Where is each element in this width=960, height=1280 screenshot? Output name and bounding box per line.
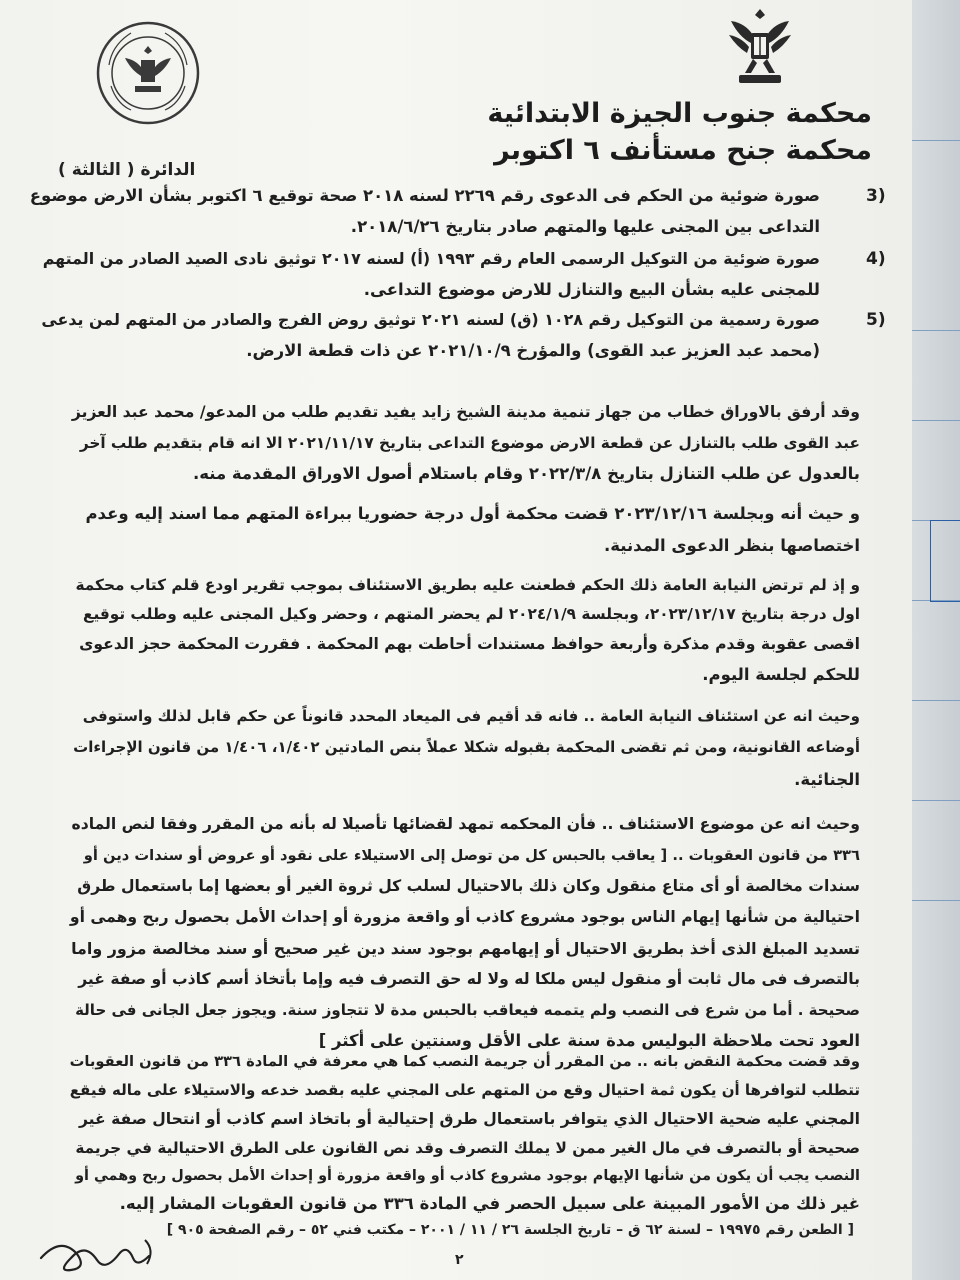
paragraph-line: اختصاصها بنظر الدعوى المدنية. — [603, 536, 860, 555]
circuit-label: الدائرة ( الثالثة ) — [58, 160, 196, 180]
paragraph-line: العود تحت ملاحظة البوليس مدة سنة على الأقل وسنتين على أكثر ] — [318, 1031, 860, 1050]
paragraph-line: صحيحة أو بالتصرف في مال الغير ممن لا يملك التصرف وقد نص القانون على الطرق الاحتيالية في جريمة — [75, 1139, 860, 1157]
item-number: 5) — [866, 310, 886, 330]
item-line: (محمد عبد العزيز عبد القوى) والمؤرخ ٢٠٢١/١٠/٩ عن ذات قطعة الارض. — [246, 341, 820, 360]
eagle-emblem-icon — [725, 5, 795, 90]
item-line: صورة ضوئية من الحكم فى الدعوى رقم ٢٢٦٩ لسنه ٢٠١٨ صحة توقيع ٦ اكتوبر بشأن الارض موضوع — [29, 186, 820, 205]
handwritten-signature — [35, 1228, 205, 1278]
item-number: 3) — [866, 186, 886, 206]
citation-footer: [ الطعن رقم ١٩٩٧٥ – لسنة ٦٢ ق – تاريخ الجلسة ٢٦ / ١١ / ٢٠٠١ – مكتب فني ٥٢ – رقم الصفحة ٩٠٥ ] — [166, 1222, 854, 1238]
page-number: ٢ — [455, 1252, 464, 1268]
paragraph-line: أوضاعه القانونية، ومن ثم تقضى المحكمة بقبوله شكلا عملاً بنص المادتين ١/٤٠٢، ١/٤٠٦ من قانون الإجراءات — [73, 738, 860, 756]
paragraph-line: وحيث انه عن استئناف النيابة العامة .. فانه قد أقيم فى الميعاد المحدد قانوناً عن حكم قابل لذلك واستوفى — [82, 707, 860, 725]
paragraph-line: الجنائية. — [794, 770, 860, 789]
paragraph-line: للحكم لجلسة اليوم. — [702, 665, 860, 684]
item-line: للمجنى عليه بشأن البيع والتنازل للارض موضوع التداعى. — [363, 280, 820, 299]
paragraph-line: وحيث انه عن موضوع الاستئناف .. فأن المحكمه تمهد لقضائها تأصيلا له بأنه من المقرر وفقا لنص الماده — [71, 815, 860, 833]
paragraph-line: ٣٣٦ من قانون العقوبات .. [ يعاقب بالحبس كل من توصل إلى الاستيلاء على نقود أو عروض أو سندات دين أو — [83, 847, 860, 864]
paragraph-line: بالعدول عن طلب التنازل بتاريخ ٢٠٢٢/٣/٨ وقام باستلام أصول الاوراق المقدمة منه. — [192, 464, 860, 483]
background-notebook — [912, 0, 960, 1280]
paragraph-line: وقد أرفق بالاوراق خطاب من جهاز تنمية مدينة الشيخ زايد يفيد تقديم طلب من المدعو/ محمد عبد العزيز — [71, 403, 860, 421]
item-line: التداعى بين المجنى عليها والمتهم صادر بتاريخ ٢٠١٨/٦/٢٦. — [350, 217, 820, 236]
paragraph-line: اول درجة بتاريخ ٢٠٢٣/١٢/١٧، وبجلسة ٢٠٢٤/١/٩ لم يحضر المتهم ، وحضر وكيل المجنى عليه وطلب توقيع — [83, 605, 860, 623]
paragraph-line: احتيالية من شأنها إيهام الناس بوجود مشروع كاذب أو واقعة مزورة أو إحداث الأمل بحصول ربح وهمى أو — [69, 908, 860, 926]
item-line: صورة رسمية من التوكيل رقم ١٠٢٨ (ق) لسنه ٢٠٢١ توثيق روض الفرج والصادر من المتهم لمن يدعى — [41, 310, 820, 329]
paragraph-line: بالتصرف فى مال ثابت أو منقول ليس ملكا له ولا له حق التصرف فيه وإما بأتخاذ أسم كاذب أو صفة غير — [78, 970, 860, 988]
paragraph-line: تسديد المبلغ الذى أخذ بطريق الاحتيال أو إيهامهم بوجود سند دين غير صحيح أو سند مخالصة مزور واما — [71, 939, 860, 958]
paragraph-line: المجني عليه ضحية الاحتيال الذي يتوافر باستعمال طرق إحتيالية أو باتخاذ اسم كاذب أو انتحال صفة غير — [78, 1110, 860, 1128]
paragraph-line: النصب يجب أن يكون من شأنها الإيهام بوجود مشروع كاذب أو واقعة مزورة أو إحداث الأمل بحصول ربح وهمي أو — [75, 1168, 860, 1184]
paragraph-line: و حيث أنه وبجلسة ٢٠٢٣/١٢/١٦ قضت محكمة أول درجة حضوريا ببراءة المتهم مما اسند إليه وعدم — [85, 504, 860, 523]
item-line: صورة ضوئية من التوكيل الرسمى العام رقم ١٩٩٣ (أ) لسنه ٢٠١٧ توثيق نادى الصيد الصادر من المتهم — [42, 249, 820, 268]
paragraph-line: عبد القوى طلب بالتنازل عن قطعة الارض موضوع التداعى بتاريخ ٢٠٢١/١١/١٧ الا انه قام بتقديم طلب آخر — [79, 434, 860, 452]
court-seal-stamp — [95, 20, 201, 126]
paragraph-line: تتطلب لتوافرها أن يكون ثمة احتيال وقع من المتهم على المجني عليه بقصد خدعه والاستيلاء على ماله فيقع — [69, 1081, 860, 1099]
paragraph-line: وقد قضت محكمة النقض بانه .. من المقرر أن جريمة النصب كما هي معرفة في المادة ٣٣٦ من قانون العقوبات — [69, 1053, 860, 1070]
paragraph-line: و إذ لم ترتض النيابة العامة ذلك الحكم فطعنت عليه بطريق الاستئناف بموجب تقرير اودع قلم كتاب محكمة — [75, 576, 860, 594]
court-name-primary: محكمة جنوب الجيزة الابتدائية — [487, 98, 872, 129]
paragraph-line: اقصى عقوبة وقدم مذكرة وأربعة حوافظ مستندات أحاطت بهم المحكمة . فقررت المحكمة حجز الدعوى — [79, 635, 860, 653]
court-name-appeals: محكمة جنح مستأنف ٦ اكتوبر — [494, 135, 872, 166]
paragraph-line: غير ذلك من الأمور المبينة على سبيل الحصر في المادة ٣٣٦ من قانون العقوبات المشار إليه. — [119, 1194, 860, 1213]
paragraph-line: صحيحة . أما من شرع فى النصب ولم يتممه فيعاقب بالحبس مدة لا تتجاوز سنة. ويجوز جعل الجانى فى حالة — [75, 1001, 860, 1019]
item-number: 4) — [866, 249, 886, 269]
paragraph-line: سندات مخالصة أو أى متاع منقول وكان ذلك بالاحتيال لسلب كل ثروة الغير أو بعضها إما باستعمال طرق — [77, 877, 860, 895]
